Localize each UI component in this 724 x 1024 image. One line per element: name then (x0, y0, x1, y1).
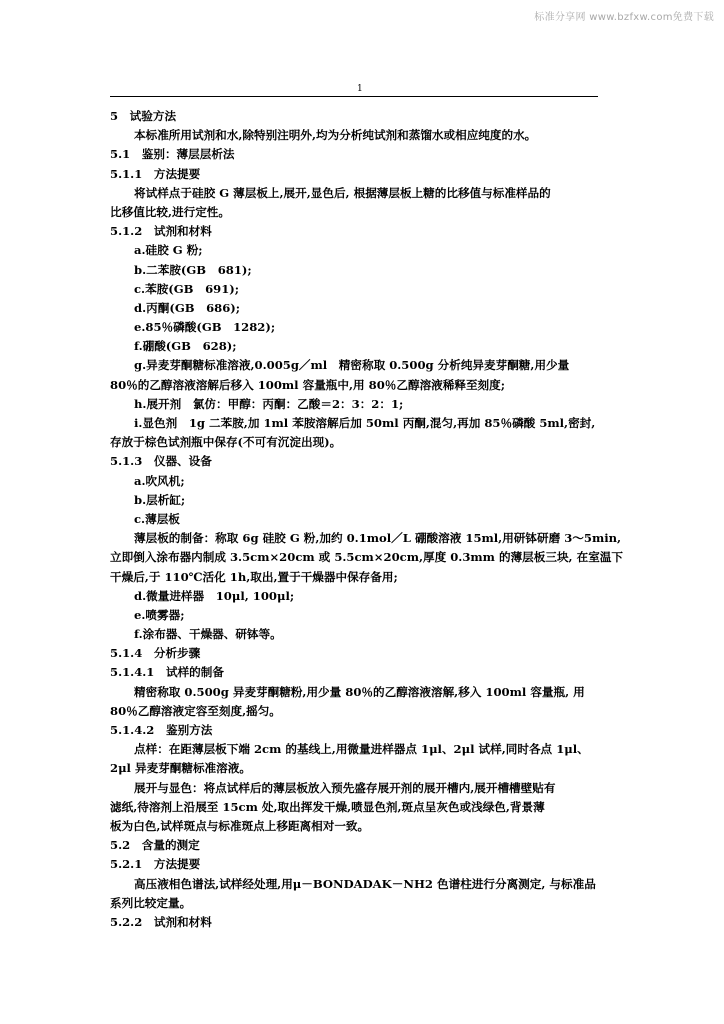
text-line: 滤纸,待溶剂上沿展至 15cm 处,取出挥发干燥,喷显色剂,斑点呈灰色或浅绿色,背景薄 (110, 799, 545, 814)
text-line: 5.1.3 仪器、设备 (110, 454, 212, 469)
text-line: 5.1 鉴别：薄层层析法 (110, 147, 235, 162)
text-line: 点样：在距薄层板下端 2cm 的基线上,用微量进样器点 1μl、2μl 试样,同时各点 1μl、 (134, 742, 589, 757)
text-line: 5.1.4.2 鉴别方法 (110, 723, 213, 737)
text-line: 薄层板的制备：称取 6g 硅胶 G 粉,加约 0.1mol／L 硼酸溶液 15ml,用研钵研磨 3～5min, (134, 531, 622, 546)
text-line: 5 试验方法 (110, 109, 177, 123)
text-line: b.二苯胺(GB 681); (134, 262, 252, 277)
text-line: c.苯胺(GB 691); (134, 281, 240, 296)
text-line: c.薄层板 (134, 511, 180, 526)
text-line: f.涂布器、干燥器、研钵等。 (134, 627, 282, 642)
text-line: 精密称取 0.500g 异麦芽酮糖粉,用少量 80％的乙醇溶液溶解,移入 100ml 容量瓶, 用 (134, 684, 585, 699)
text-line: a.硅胶 G 粉; (134, 243, 203, 258)
text-line: b.层析缸; (134, 492, 186, 507)
document-body (110, 107, 623, 932)
text-line: 板为白色,试样斑点与标准斑点上移距离相对一致。 (110, 818, 370, 833)
text-line: 5.2 含量的测定 (110, 838, 200, 853)
text-line: 存放于棕色试剂瓶中保存(不可有沉淀出现)。 (110, 435, 342, 450)
text-line: i.显色剂 1g 二苯胺,加 1ml 苯胺溶解后加 50ml 丙酮,混匀,再加 85％磷酸 5ml,密封, (134, 416, 596, 430)
text-line: 系列比较定量。 (110, 895, 192, 910)
text-line: d.丙酮(GB 686); (134, 300, 241, 315)
text-line: a.吹风机; (134, 473, 185, 488)
text-line: 80％乙醇溶液定容至刻度,摇匀。 (110, 703, 281, 718)
text-line: 展开与显色：将点试样后的薄层板放入预先盛存展开剂的展开槽内,展开槽槽壁贴有 (134, 780, 556, 795)
text-line: 5.2.2 试剂和材料 (110, 914, 212, 929)
text-line: 立即倒入涂布器内制成 3.5cm×20cm 或 5.5cm×20cm,厚度 0.3mm 的薄层板三块, 在室温下 (110, 550, 623, 565)
text-line: 5.1.4 分析步骤 (110, 646, 201, 661)
text-line: e.喷雾器; (134, 607, 185, 622)
page-number: 1 (357, 84, 363, 94)
header-rule (110, 96, 598, 97)
text-line: 干燥后,于 110℃活化 1h,取出,置于干燥器中保存备用; (110, 569, 398, 584)
text-line: 本标准所用试剂和水,除特别注明外,均为分析纯试剂和蒸馏水或相应纯度的水。 (134, 128, 537, 143)
text-line: 高压液相色谱法,试样经处理,用μ－BONDADAK－NH2 色谱柱进行分离测定, 与标准品 (134, 876, 596, 891)
text-line: g.异麦芽酮糖标准溶液,0.005g／ml 精密称取 0.500g 分析纯异麦芽酮糖,用少量 (134, 358, 570, 373)
text-line: 将试样点于硅胶 G 薄层板上,展开,显色后, 根据薄层板上糖的比移值与标准样品的 (134, 185, 551, 200)
text-line: 5.1.4.1 试样的制备 (110, 665, 224, 680)
text-line: 5.2.1 方法提要 (110, 857, 201, 872)
text-line: h.展开剂 氯仿：甲醇：丙酮：乙酸＝2：3：2：1; (134, 396, 404, 411)
text-line: 5.1.2 试剂和材料 (110, 224, 212, 239)
text-line: 2μl 异麦芽酮糖标准溶液。 (110, 761, 251, 776)
text-line: 比移值比较,进行定性。 (110, 204, 230, 219)
text-line: 80％的乙醇溶液溶解后移入 100ml 容量瓶中,用 80％乙醇溶液稀释至刻度; (110, 377, 506, 392)
text-line: e.85％磷酸(GB 1282); (134, 320, 276, 335)
text-line: f.硼酸(GB 628); (134, 339, 237, 354)
text-line: d.微量进样器 10μl, 100μl; (134, 588, 295, 603)
text-line: 5.1.1 方法提要 (110, 166, 201, 181)
site-watermark: 标准分享网 www.bzfxw.com免费下载 (534, 12, 714, 23)
